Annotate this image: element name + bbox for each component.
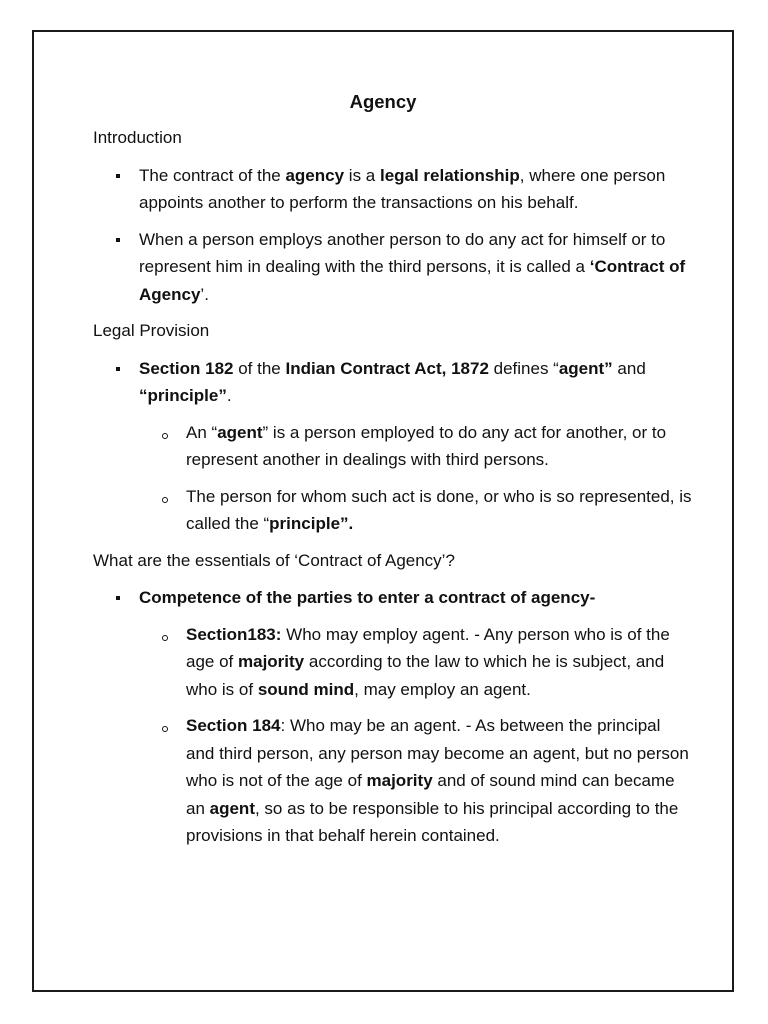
intro-heading: Introduction xyxy=(93,128,182,147)
intro-bullet-1: The contract of the agency is a legal relationship, where one person appoints another to perform the transactions on his behalf. xyxy=(93,162,693,217)
document-title: Agency xyxy=(349,91,417,112)
intro-list xyxy=(93,162,693,309)
document-body xyxy=(93,88,693,859)
essentials-heading: What are the essentials of ‘Contract of Agency’? xyxy=(93,550,455,570)
competence-bullet: Competence of the parties to enter a contract of agency- Section183: Who may employ agent. - Any person who is of the age of majority according to the law to which he is subject, and who is of sound mind, may employ an agent. Section 184: Who may be an agent. - As between the principal and third person, any person may become an agent, but no person who is not of the age of majority and of sound mind can became an agent, so as to be responsible to his principal according to the provisions in that behalf herein contained. xyxy=(93,584,693,850)
definition-sublist xyxy=(139,419,693,538)
agent-definition: An “agent” is a person employed to do any act for another, or to represent another in dealings with third persons. xyxy=(139,419,693,474)
essentials-list xyxy=(93,584,693,850)
principle-definition: The person for whom such act is done, or who is so represented, is called the “principle”. xyxy=(139,483,693,538)
legal-provision-list xyxy=(93,355,693,538)
competence-sublist xyxy=(139,621,693,850)
section-183-item: Section183: Who may employ agent. - Any person who is of the age of majority according to the law to which he is subject, and who is of sound mind, may employ an agent. xyxy=(139,621,693,704)
legal-provision-heading: Legal Provision xyxy=(93,321,210,340)
section-184-item: Section 184: Who may be an agent. - As between the principal and third person, any person may become an agent, but no person who is not of the age of majority and of sound mind can became an agent, so as to be responsible to his principal according to the provisions in that behalf herein contained. xyxy=(139,712,693,850)
intro-bullet-2: When a person employs another person to do any act for himself or to represent him in dealing with the third persons, it is called a ‘Contract of Agency’. xyxy=(93,226,693,309)
section-182-bullet: Section 182 of the Indian Contract Act, 1872 defines “agent” and “principle”. An “agent” is a person employed to do any act for another, or to represent another in dealings with third persons. The person for whom such act is done, or who is so represented, is called the “principle”. xyxy=(93,355,693,538)
